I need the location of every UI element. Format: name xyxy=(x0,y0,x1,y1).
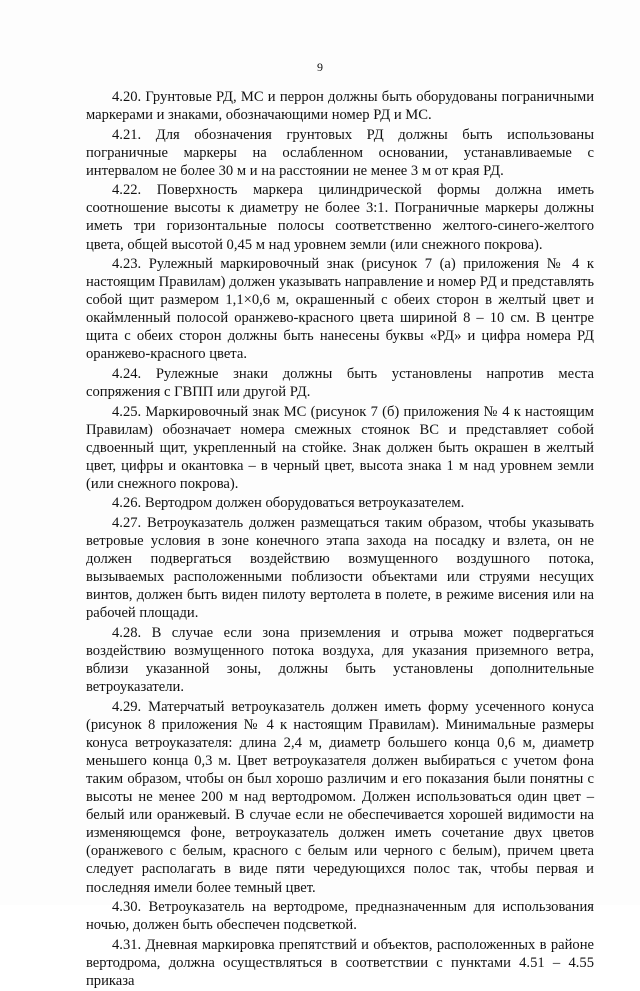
paragraph-4-20: 4.20. Грунтовые РД, МС и перрон должны быть оборудованы пограничными маркерами и знаками, обозначающими номер РД и МС. xyxy=(86,89,594,124)
paragraph-4-31: 4.31. Дневная маркировка препятствий и объектов, расположенных в районе вертодрома, должна осуществляться в соответствии с пунктами 4.51 – 4.55 приказа xyxy=(86,936,594,989)
paragraph-4-30: 4.30. Ветроуказатель на вертодроме, предназначенным для использования ночью, должен быть обеспечен подсветкой. xyxy=(86,899,594,934)
paragraph-4-25: 4.25. Маркировочный знак МС (рисунок 7 (б) приложения № 4 к настоящим Правилам) обозначает номера смежных стоянок ВС и представляет собой сдвоенный щит, укрепленный на стойке. Знак должен быть окрашен в желтый цвет, цифры и окантовка – в черный цвет, высота знака 1 м над уровнем земли (или снежного покрова). xyxy=(86,403,594,492)
document-body xyxy=(86,88,594,991)
paragraph-4-23: 4.23. Рулежный маркировочный знак (рисунок 7 (а) приложения № 4 к настоящим Правилам) должен указывать направление и номер РД и представлять собой щит размером 1,1×0,6 м, окрашенный с обеих сторон в желтый цвет и окаймленный полосой оранжево-красного цвета шириной 8 – 10 см. В центре щита с обеих сторон должны быть нанесены буквы «РД» и цифра номера РД оранжево-красного цвета. xyxy=(86,256,594,363)
paragraph-4-24: 4.24. Рулежные знаки должны быть установлены напротив места сопряжения с ГВПП или другой РД. xyxy=(86,365,594,401)
paragraph-4-28: 4.28. В случае если зона приземления и отрыва может подвергаться воздействию возмущенного потока воздуха, для указания приземного ветра, вблизи указанной зоны, должны быть установлены дополнительные ветроуказатели. xyxy=(86,624,594,696)
paragraph-4-27: 4.27. Ветроуказатель должен размещаться таким образом, чтобы указывать ветровые условия в зоне конечного этапа захода на посадку и взлета, он не должен подвергаться воздействию возмущенного воздушного потока, вызываемых расположенными поблизости объектами или струями несущих винтов, должен быть виден пилоту вертолета в полете, в режиме висения или на рабочей площади. xyxy=(86,514,594,622)
paragraph-4-26: 4.26. Вертодром должен оборудоваться ветроуказателем. xyxy=(112,495,465,512)
page-number: 9 xyxy=(317,60,323,74)
paragraph-4-29: 4.29. Матерчатый ветроуказатель должен иметь форму усеченного конуса (рисунок 8 приложения № 4 к настоящим Правилам). Минимальные размеры конуса ветроуказателя: длина 2,4 м, диаметр большего конца 0,6 м, диаметр меньшего конца 0,3 м. Цвет ветроуказателя должен выбираться с учетом фона таким образом, чтобы он был хорошо различим и его показания были понятны с высоты не менее 200 м над вертодромом. Должен использоваться один цвет – белый или оранжевый. В случае если не обеспечивается хорошей видимости на изменяющемся фоне, ветроуказатель должен иметь сочетание двух цветов (оранжевого с белым, красного с белым или черного с белым), причем цвета следует располагать в виде пяти чередующихся полос так, чтобы первая и последняя имели более темный цвет. xyxy=(86,698,594,896)
paragraph-4-21: 4.21. Для обозначения грунтовых РД должны быть использованы пограничные маркеры на ослабленном основании, устанавливаемые с интервалом не более 30 м и на расстоянии не менее 3 м от края РД. xyxy=(86,126,594,179)
paragraph-4-22: 4.22. Поверхность маркера цилиндрической формы должна иметь соотношение высоты к диаметру не более 3:1. Пограничные маркеры должны иметь три горизонтальные полосы соответственно желтого-синего-желтого цвета, общей высотой 0,45 м над уровнем земли (или снежного покрова). xyxy=(86,182,594,253)
